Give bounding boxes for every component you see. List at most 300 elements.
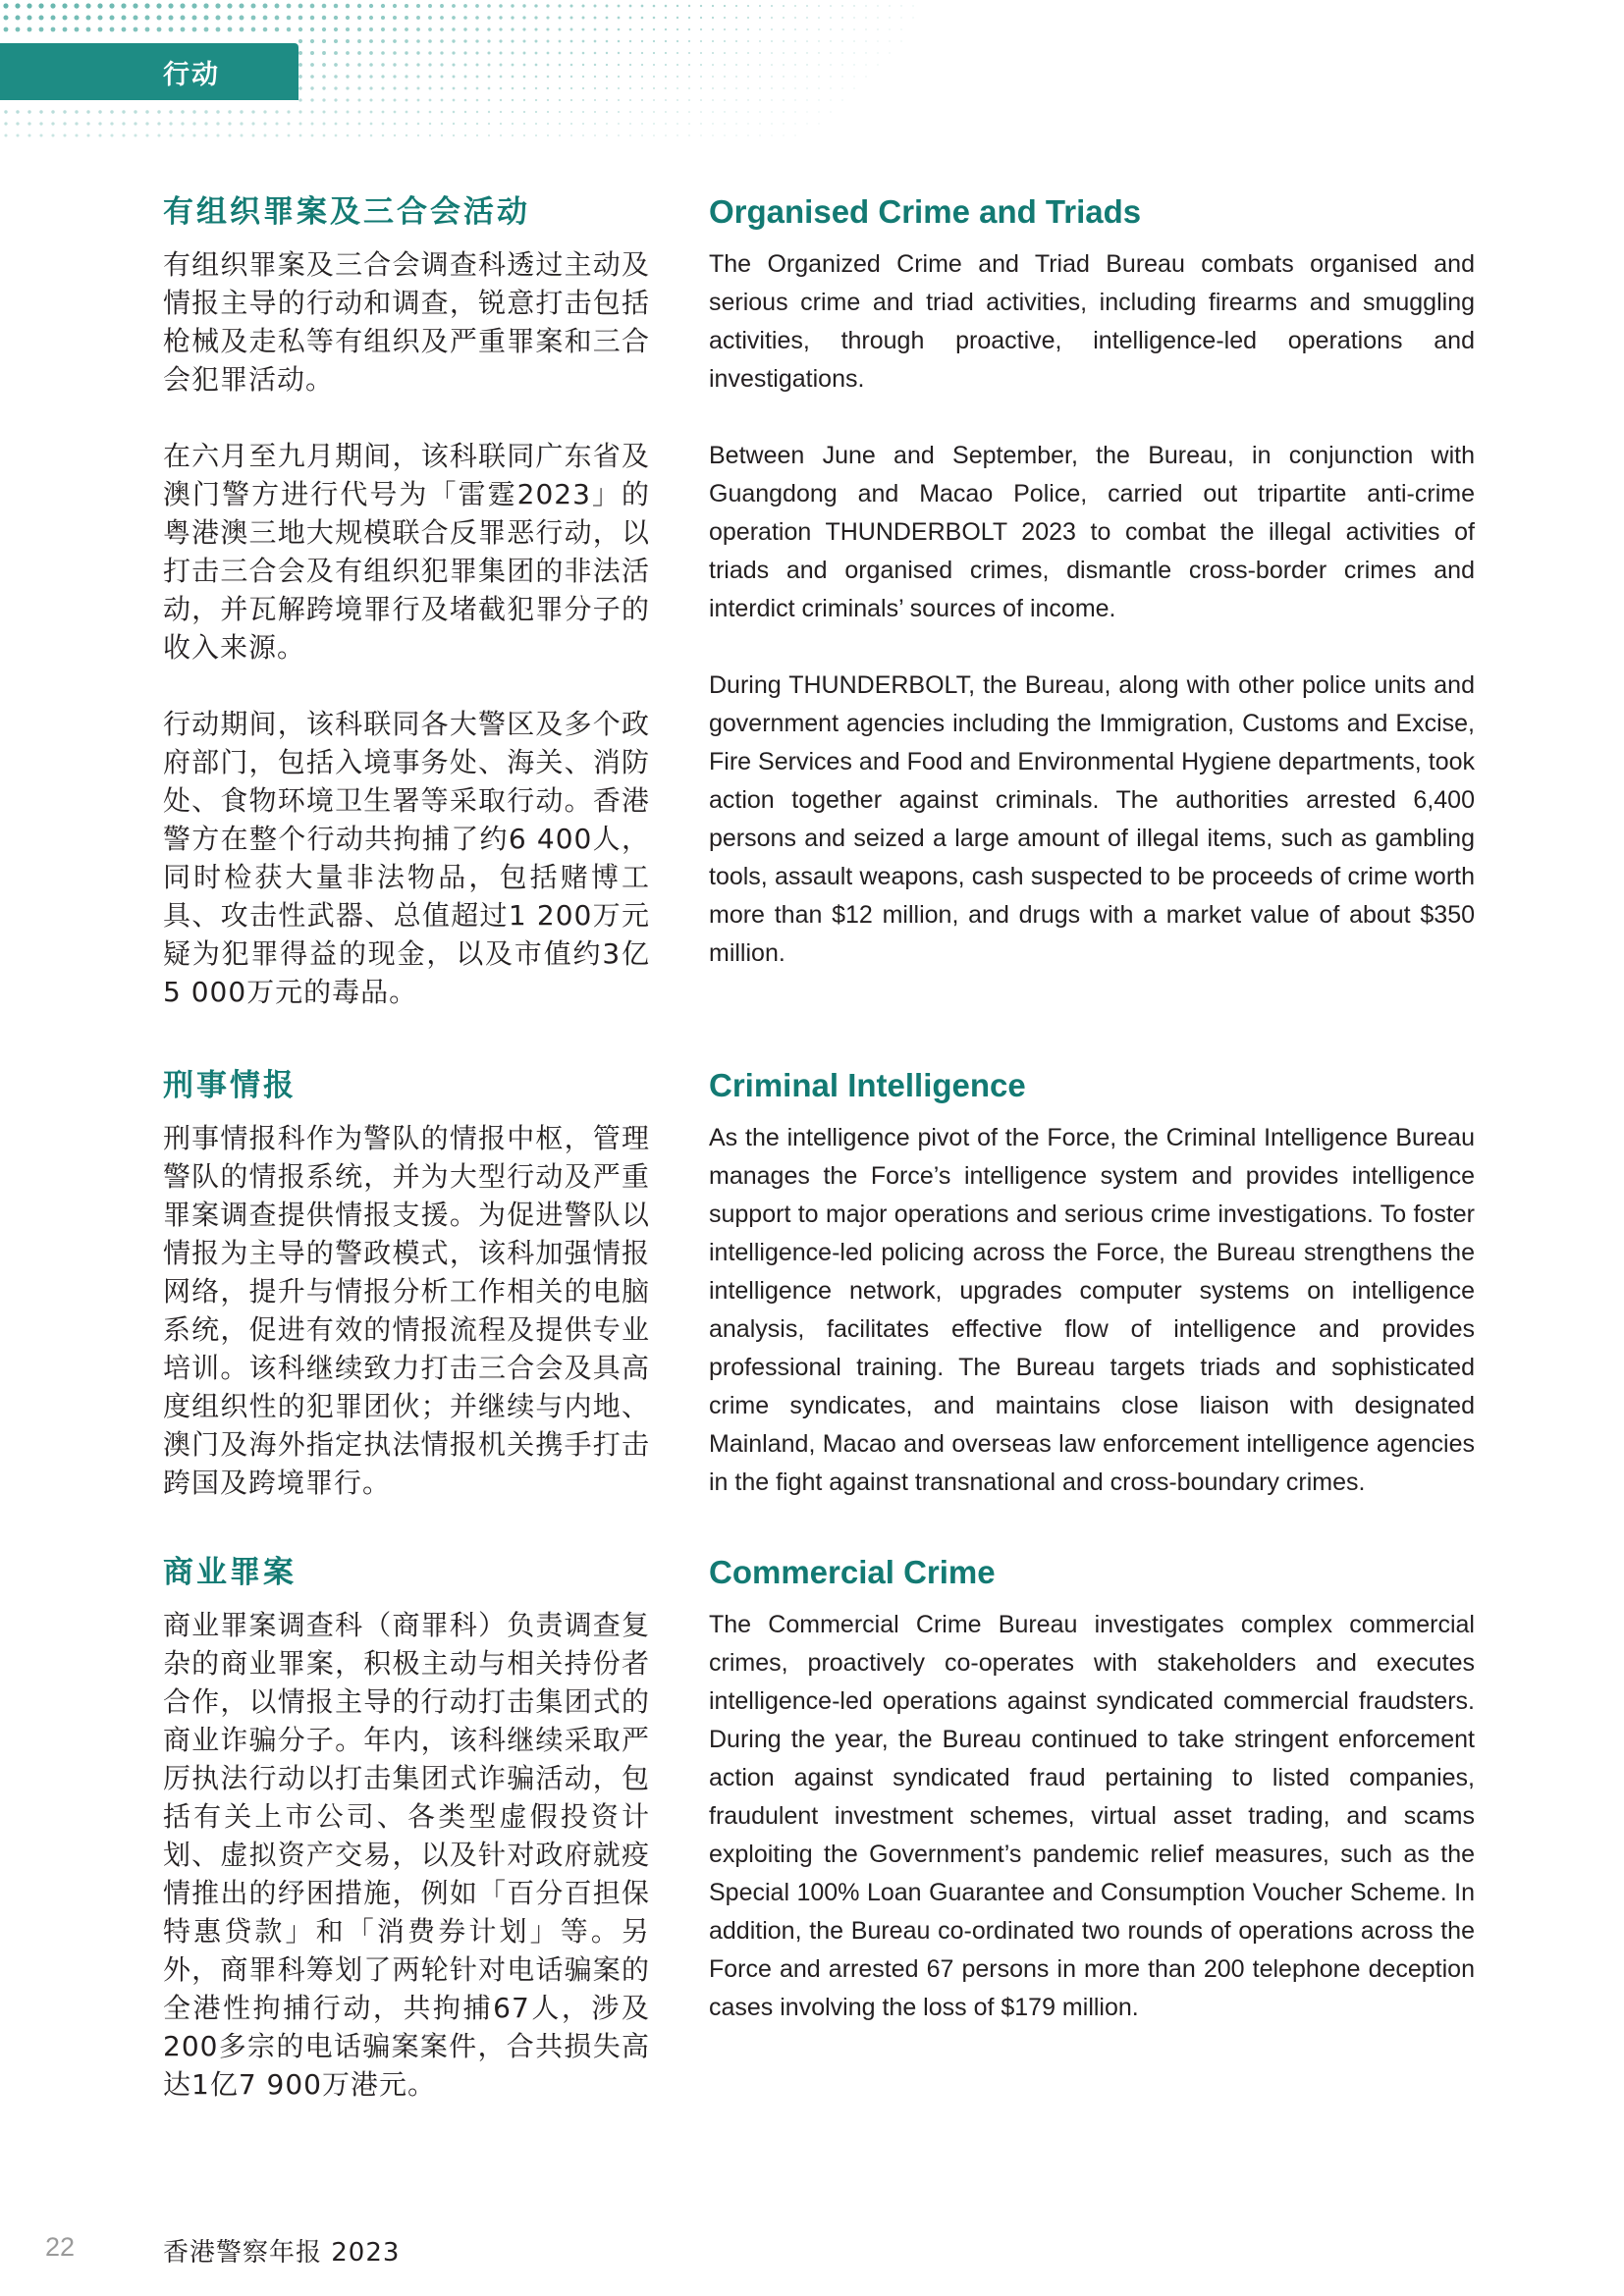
decor-dot — [204, 16, 209, 21]
decor-dot — [453, 87, 456, 90]
decor-dot — [288, 134, 291, 137]
decor-dot — [877, 40, 878, 41]
decor-dot — [841, 5, 842, 6]
decor-dot — [535, 123, 537, 125]
decor-dot — [416, 4, 420, 8]
decor-dot — [27, 122, 30, 125]
decor-dot — [134, 27, 138, 32]
decor-dot — [346, 98, 349, 101]
decor-dot — [416, 39, 420, 43]
decor-dot — [299, 123, 302, 126]
decor-dot — [853, 64, 854, 65]
decor-dot — [475, 39, 478, 42]
decor-dot — [287, 27, 291, 31]
decor-dot — [406, 99, 408, 102]
decor-dot — [16, 122, 19, 125]
decor-dot — [594, 64, 596, 66]
decor-dot — [180, 3, 185, 8]
decor-dot — [853, 28, 854, 29]
decor-dot — [464, 123, 466, 125]
decor-dot — [618, 17, 621, 20]
decor-dot — [204, 133, 207, 136]
decor-dot — [653, 87, 655, 89]
decor-dot — [429, 99, 432, 102]
decor-dot — [263, 16, 268, 21]
decor-dot — [559, 99, 561, 101]
decor-dot — [641, 87, 643, 89]
decor-dot — [724, 64, 726, 66]
decor-dot — [830, 17, 832, 19]
decor-dot — [677, 99, 678, 101]
decor-dot — [665, 40, 667, 42]
decor-dot — [688, 64, 690, 66]
decor-dot — [417, 123, 420, 126]
decor-dot — [523, 111, 525, 113]
decor-dot — [298, 75, 302, 79]
decor-dot — [394, 99, 397, 102]
decor-dot — [346, 27, 350, 31]
decor-dot — [169, 27, 174, 32]
decor-dot — [500, 52, 503, 55]
decor-dot — [594, 17, 597, 20]
decor-dot — [783, 76, 784, 77]
decor-dot — [240, 122, 243, 125]
decor-dot — [570, 99, 572, 101]
decor-dot — [239, 3, 244, 8]
decor-dot — [547, 123, 549, 125]
decor-dot — [641, 134, 643, 136]
decor-dot — [606, 5, 609, 8]
decor-dot — [830, 87, 831, 88]
decor-dot — [818, 28, 820, 30]
decor-dot — [594, 40, 597, 43]
decor-dot — [322, 16, 326, 20]
decor-dot — [581, 4, 584, 7]
decor-dot — [382, 111, 385, 114]
decor-dot — [700, 99, 702, 101]
decor-dot — [618, 76, 620, 78]
decor-dot — [4, 110, 7, 113]
decor-dot — [582, 40, 585, 43]
decor-dot — [181, 110, 184, 113]
decor-dot — [806, 40, 808, 42]
decor-dot — [228, 110, 231, 113]
decor-dot — [853, 87, 854, 88]
decor-dot — [240, 27, 244, 32]
decor-dot — [912, 5, 913, 6]
decor-dot — [523, 123, 525, 125]
decor-dot — [429, 111, 432, 114]
decor-dot — [641, 123, 643, 125]
decor-dot — [806, 111, 807, 112]
decor-dot — [476, 111, 478, 113]
decor-dot — [311, 134, 314, 137]
decor-dot — [310, 110, 313, 113]
decor-dot — [570, 64, 573, 67]
decor-dot — [310, 98, 313, 101]
decor-dot — [771, 76, 772, 77]
decor-dot — [16, 27, 21, 32]
decor-dot — [334, 51, 338, 55]
decor-dot — [63, 122, 66, 125]
decor-dot — [830, 111, 831, 112]
decor-dot — [783, 99, 784, 100]
decor-dot — [653, 76, 655, 78]
decor-dot — [381, 27, 385, 31]
decor-dot — [488, 111, 490, 113]
decor-dot — [51, 110, 54, 113]
decor-dot — [629, 99, 631, 101]
decor-dot — [700, 123, 701, 124]
decor-dot — [287, 16, 292, 21]
decor-dot — [653, 99, 655, 101]
decor-dot — [771, 111, 772, 112]
decor-dot — [322, 39, 326, 43]
decor-dot — [3, 3, 8, 8]
decor-dot — [394, 134, 396, 136]
decor-dot — [121, 3, 126, 8]
decor-dot — [523, 64, 526, 67]
decor-dot — [724, 111, 725, 112]
decor-dot — [759, 123, 760, 124]
decor-dot — [394, 111, 397, 114]
decor-dot — [865, 17, 866, 18]
decor-dot — [499, 27, 502, 30]
decor-dot — [688, 28, 690, 30]
decor-dot — [428, 16, 432, 20]
decor-dot — [74, 3, 79, 8]
decor-dot — [546, 4, 549, 7]
decor-dot — [4, 133, 7, 136]
decor-dot — [724, 76, 726, 78]
decor-dot — [712, 52, 714, 54]
decor-dot — [735, 134, 736, 135]
decor-dot — [641, 99, 643, 101]
decor-dot — [522, 27, 525, 30]
decor-dot — [512, 123, 514, 125]
decor-dot — [156, 3, 161, 8]
decor-dot — [618, 99, 620, 101]
decor-dot — [453, 134, 455, 136]
decor-dot — [381, 16, 385, 20]
decor-dot — [806, 28, 808, 30]
decor-dot — [665, 134, 667, 136]
decor-dot — [841, 40, 842, 41]
decor-dot — [806, 87, 807, 88]
decor-dot — [535, 87, 537, 89]
decor-dot — [558, 4, 561, 7]
decor-dot — [275, 4, 280, 9]
decor-dot — [865, 5, 866, 6]
decor-dot — [369, 86, 372, 89]
decor-dot — [677, 28, 678, 30]
decor-dot — [724, 5, 726, 7]
decor-dot — [653, 17, 656, 20]
decor-dot — [606, 17, 609, 20]
decor-dot — [216, 110, 219, 113]
decor-dot — [39, 16, 44, 21]
decor-dot — [27, 27, 32, 32]
decor-dot — [393, 51, 397, 55]
decor-dot — [853, 5, 854, 6]
decor-dot — [487, 4, 491, 8]
decor-dot — [618, 40, 621, 43]
decor-dot — [912, 17, 913, 18]
decor-dot — [771, 87, 772, 88]
decor-dot — [440, 39, 443, 42]
decor-dot — [724, 134, 725, 135]
decor-dot — [512, 52, 514, 55]
decor-dot — [853, 17, 854, 18]
decor-dot — [405, 4, 408, 8]
decor-dot — [464, 134, 466, 136]
decor-dot — [417, 87, 420, 90]
decor-dot — [724, 87, 726, 89]
decor-dot — [440, 63, 443, 66]
decor-dot — [452, 4, 456, 8]
decor-dot — [841, 87, 842, 88]
decor-dot — [818, 64, 819, 65]
decor-dot — [629, 28, 632, 31]
decor-dot — [606, 111, 608, 113]
decor-dot — [227, 3, 232, 8]
decor-dot — [759, 5, 761, 7]
decor-dot — [203, 3, 208, 8]
decor-dot — [818, 99, 819, 100]
decor-dot — [393, 16, 397, 20]
decor-dot — [688, 17, 690, 19]
decor-dot — [559, 28, 562, 31]
decor-dot — [570, 87, 572, 89]
decor-dot — [559, 64, 562, 67]
decor-dot — [724, 123, 725, 124]
decor-dot — [429, 87, 432, 90]
decor-dot — [783, 5, 785, 7]
decor-dot — [818, 40, 819, 41]
decor-dot — [145, 16, 150, 21]
decor-dot — [204, 122, 207, 125]
decor-dot — [712, 17, 714, 19]
decor-dot — [464, 99, 467, 102]
decor-dot — [900, 17, 901, 18]
section-en-criminal-intelligence — [709, 1066, 1475, 1540]
decor-dot — [429, 123, 431, 125]
decor-dot — [523, 40, 526, 43]
decor-dot — [547, 87, 549, 89]
decor-dot — [416, 75, 419, 78]
decor-dot — [27, 16, 32, 21]
decor-dot — [464, 76, 467, 79]
decor-dot — [157, 122, 160, 125]
decor-dot — [665, 52, 667, 54]
decor-dot — [62, 3, 67, 8]
decor-dot — [334, 27, 338, 31]
decor-dot — [771, 123, 772, 124]
decor-dot — [771, 64, 773, 66]
decor-dot — [357, 86, 360, 89]
decor-dot — [759, 28, 761, 30]
decor-dot — [712, 134, 713, 135]
decor-dot — [511, 4, 514, 7]
decor-dot — [830, 99, 831, 100]
decor-dot — [75, 110, 78, 113]
decor-dot — [357, 63, 361, 67]
decor-dot — [735, 99, 736, 100]
decor-dot — [86, 110, 89, 113]
decor-dot — [759, 134, 760, 135]
decor-dot — [405, 51, 407, 54]
decor-dot — [500, 111, 502, 113]
decor-dot — [335, 134, 338, 137]
publication-title: 香港警察年报 2023 — [163, 2238, 401, 2268]
decor-dot — [204, 110, 207, 113]
decor-dot — [665, 28, 667, 30]
decor-dot — [523, 87, 526, 90]
decor-dot — [900, 28, 901, 29]
decor-dot — [428, 75, 431, 78]
decor-dot — [794, 52, 796, 54]
decor-dot — [794, 28, 796, 30]
decor-dot — [747, 28, 749, 30]
decor-dot — [865, 64, 866, 65]
decor-dot — [818, 87, 819, 88]
decor-dot — [877, 52, 878, 53]
decor-dot — [522, 4, 525, 7]
section-tab — [0, 43, 298, 100]
decor-dot — [134, 122, 136, 125]
decor-dot — [405, 75, 407, 78]
decor-dot — [735, 111, 736, 112]
decor-dot — [358, 111, 361, 114]
decor-dot — [712, 64, 714, 66]
decor-dot — [298, 39, 302, 43]
decor-dot — [357, 27, 361, 31]
decor-dot — [523, 52, 526, 55]
decor-dot — [487, 27, 490, 30]
page-number: 22 — [45, 2232, 76, 2262]
decor-dot — [335, 123, 338, 126]
decor-dot — [594, 52, 597, 55]
decor-dot — [192, 110, 195, 113]
decor-dot — [570, 52, 573, 55]
decor-dot — [428, 27, 432, 31]
decor-dot — [475, 51, 478, 54]
heading-en: Commercial Crime — [709, 1554, 996, 1590]
decor-dot — [712, 76, 714, 78]
decor-dot — [735, 87, 737, 89]
decor-dot — [700, 111, 702, 113]
decor-dot — [98, 16, 103, 21]
decor-dot — [63, 27, 68, 32]
decor-dot — [369, 27, 373, 31]
decor-dot — [794, 76, 795, 77]
decor-dot — [759, 87, 760, 88]
decor-dot — [228, 27, 233, 32]
decor-dot — [310, 86, 313, 89]
decor-dot — [169, 16, 174, 21]
decor-dot — [122, 133, 125, 136]
paragraph-zh: 在六月至九月期间，该科联同广东省及澳门警方进行代号为「雷霆2023」的粤港澳三地大规模联合反罪恶行动，以打击三合会及有组织犯罪集团的非法活动，并瓦解跨境罪行及堵截犯罪分子的收入来源。 — [163, 440, 650, 664]
decor-dot — [830, 5, 832, 7]
decor-dot — [475, 27, 478, 30]
decor-dot — [157, 110, 160, 113]
decor-dot — [86, 27, 91, 32]
decor-dot — [677, 64, 678, 66]
decor-dot — [39, 110, 42, 113]
decor-dot — [476, 123, 478, 125]
decor-dot — [534, 27, 537, 30]
decor-dot — [346, 16, 350, 20]
decor-dot — [759, 52, 761, 54]
decor-dot — [405, 39, 408, 43]
decor-dot — [323, 123, 326, 126]
decor-dot — [310, 16, 314, 20]
decor-dot — [794, 40, 796, 42]
decor-dot — [712, 5, 714, 7]
decor-dot — [122, 110, 125, 113]
decor-dot — [357, 16, 361, 20]
decor-dot — [712, 99, 714, 101]
decor-dot — [394, 123, 397, 126]
decor-dot — [629, 40, 631, 42]
decor-dot — [298, 98, 301, 101]
decor-dot — [251, 27, 256, 32]
decor-dot — [830, 64, 831, 65]
decor-dot — [724, 52, 726, 54]
decor-dot — [841, 64, 842, 65]
decor-dot — [322, 110, 325, 113]
decor-dot — [747, 64, 749, 66]
decor-dot — [535, 52, 538, 55]
decor-dot — [369, 51, 373, 55]
decor-dot — [688, 123, 690, 125]
decor-dot — [629, 111, 631, 113]
decor-dot — [298, 86, 302, 90]
decor-dot — [4, 122, 7, 125]
decor-dot — [251, 122, 254, 125]
decor-dot — [452, 27, 456, 31]
decor-dot — [145, 110, 148, 113]
decor-dot — [440, 4, 444, 8]
decor-dot — [865, 28, 866, 29]
decor-dot — [463, 4, 467, 8]
decor-dot — [322, 4, 327, 9]
decor-dot — [582, 123, 584, 125]
decor-dot — [724, 17, 726, 19]
decor-dot — [700, 87, 702, 89]
decor-dot — [416, 27, 420, 31]
decor-dot — [629, 87, 631, 89]
decor-dot — [688, 134, 689, 135]
decor-dot — [134, 133, 136, 136]
decor-dot — [594, 5, 597, 8]
decor-dot — [582, 111, 584, 113]
decor-dot — [452, 51, 455, 54]
decor-dot — [4, 27, 9, 32]
decor-dot — [653, 40, 655, 42]
decor-dot — [51, 16, 56, 21]
decor-dot — [618, 5, 621, 8]
decor-dot — [594, 134, 596, 136]
decor-dot — [853, 40, 854, 41]
decor-dot — [865, 40, 866, 41]
decor-dot — [310, 75, 314, 79]
decor-dot — [347, 134, 350, 137]
decor-dot — [381, 39, 385, 43]
paragraph-zh: 有组织罪案及三合会调查科透过主动及情报主导的行动和调查，锐意打击包括枪械及走私等有组织及严重罪案和三合会犯罪活动。 — [163, 248, 650, 396]
decor-dot — [133, 3, 137, 8]
decor-dot — [688, 5, 690, 7]
